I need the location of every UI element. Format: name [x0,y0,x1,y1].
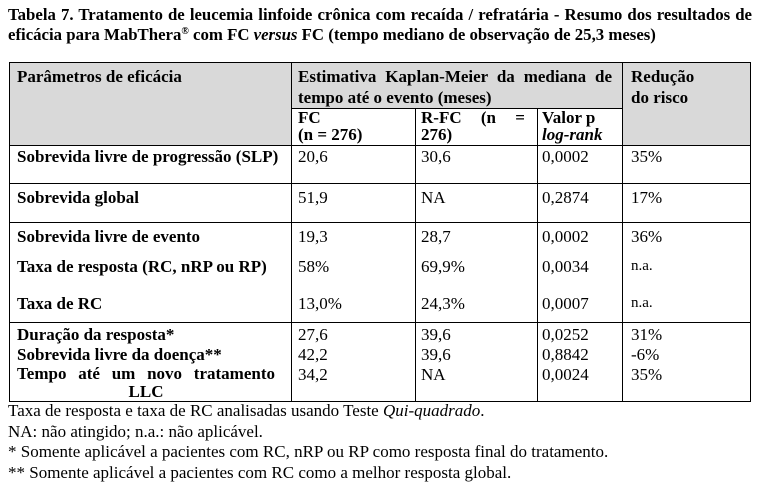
header-parameters [10,63,292,146]
header-p-value-label: Valor p [542,108,596,127]
header-km-estimate [292,63,623,109]
rfc-value: 39,6 [416,344,538,364]
efficacy-results-table [9,62,751,402]
header-fc-n: (n = 276) [298,125,363,144]
table-row [10,286,751,323]
parameter-label: Sobrevida livre da doença** [10,344,292,364]
parameter-label: Taxa de resposta (RC, nRP ou RP) [10,252,292,286]
parameter-label: Sobrevida livre de progressão (SLP) [10,146,292,184]
rfc-value: 30,6 [416,146,538,184]
footnote-single-asterisk: * Somente aplicável a pacientes com RC, nRP ou RP como resposta final do tratamento. [8,442,609,461]
header-fc-arm [292,109,416,146]
p-value: 0,0007 [538,286,623,323]
table-row [10,146,751,184]
caption-versus: versus [253,25,298,44]
risk-reduction-value: n.a. [623,286,751,323]
footnote-abbreviations: NA: não atingido; n.a.: não aplicável. [8,421,263,441]
p-value: 0,0252 [538,323,623,345]
fc-value: 58% [292,252,416,286]
table-row [10,252,751,286]
risk-reduction-value: 17% [623,184,751,223]
fc-value: 27,6 [292,323,416,345]
header-row-main [10,63,751,109]
parameter-label: Sobrevida global [10,184,292,223]
footnote-test-text: Taxa de resposta e taxa de RC analisadas usando Teste [8,401,383,420]
p-value: 0,0034 [538,252,623,286]
risk-reduction-value: 31% [623,323,751,345]
header-km-estimate-label: Estimativa Kaplan-Meier da mediana de tempo até o evento (meses) [298,67,612,107]
caption-text-end: FC (tempo mediano de observação de 25,3 meses) [297,25,656,44]
fc-value: 34,2 [292,364,416,402]
table-row [10,223,751,252]
table-row [10,184,751,223]
fc-value: 20,6 [292,146,416,184]
rfc-value: 24,3% [416,286,538,323]
parameter-label: Taxa de RC [10,286,292,323]
header-fc-arm-label: FC [298,108,321,127]
rfc-value: NA [416,364,538,402]
header-risk-reduction-label: Redução do risco [631,67,695,107]
risk-reduction-value: -6% [623,344,751,364]
parameter-cell [10,364,292,402]
header-parameters-label: Parâmetros de eficácia [17,67,182,86]
registered-mark: ® [181,26,189,37]
p-value: 0,0024 [538,364,623,402]
rfc-value: 69,9% [416,252,538,286]
footnote-test-name: Qui-quadrado [382,401,481,420]
fc-value: 42,2 [292,344,416,364]
caption-text-mid: com FC [188,25,254,44]
header-p-test: log-rank [542,125,603,144]
table-row [10,323,751,345]
table-footnotes [8,401,758,483]
parameter-label: Duração da resposta* [10,323,292,345]
table-caption [8,5,752,45]
parameter-label: Tempo até um novo tratamento LLC [17,364,275,401]
risk-reduction-value: 36% [623,223,751,252]
header-risk-reduction [623,63,751,146]
risk-reduction-value: 35% [623,364,751,402]
p-value: 0,0002 [538,146,623,184]
footnote-double-asterisk: ** Somente aplicável a pacientes com RC como a melhor resposta global. [8,462,512,482]
rfc-value: 39,6 [416,323,538,345]
footnote-test-end: . [480,401,485,420]
fc-value: 13,0% [292,286,416,323]
table-row [10,364,751,402]
caption-text-start: Tabela 7. Tratamento de leucemia linfoide crônica com recaída / refratária - Resumo dos resultados de eficácia para MabThera [8,5,752,44]
header-rfc-arm-label: R-FC (n = 276) [421,108,525,144]
p-value: 0,8842 [538,344,623,364]
fc-value: 51,9 [292,184,416,223]
p-value: 0,2874 [538,184,623,223]
footnote-test [8,401,758,422]
risk-reduction-value: 35% [623,146,751,184]
risk-reduction-value: n.a. [623,252,751,286]
header-p-value [538,109,623,146]
rfc-value: NA [416,184,538,223]
p-value: 0,0002 [538,223,623,252]
fc-value: 19,3 [292,223,416,252]
parameter-label: Sobrevida livre de evento [10,223,292,252]
header-rfc-arm [416,109,538,146]
table-row [10,344,751,364]
rfc-value: 28,7 [416,223,538,252]
